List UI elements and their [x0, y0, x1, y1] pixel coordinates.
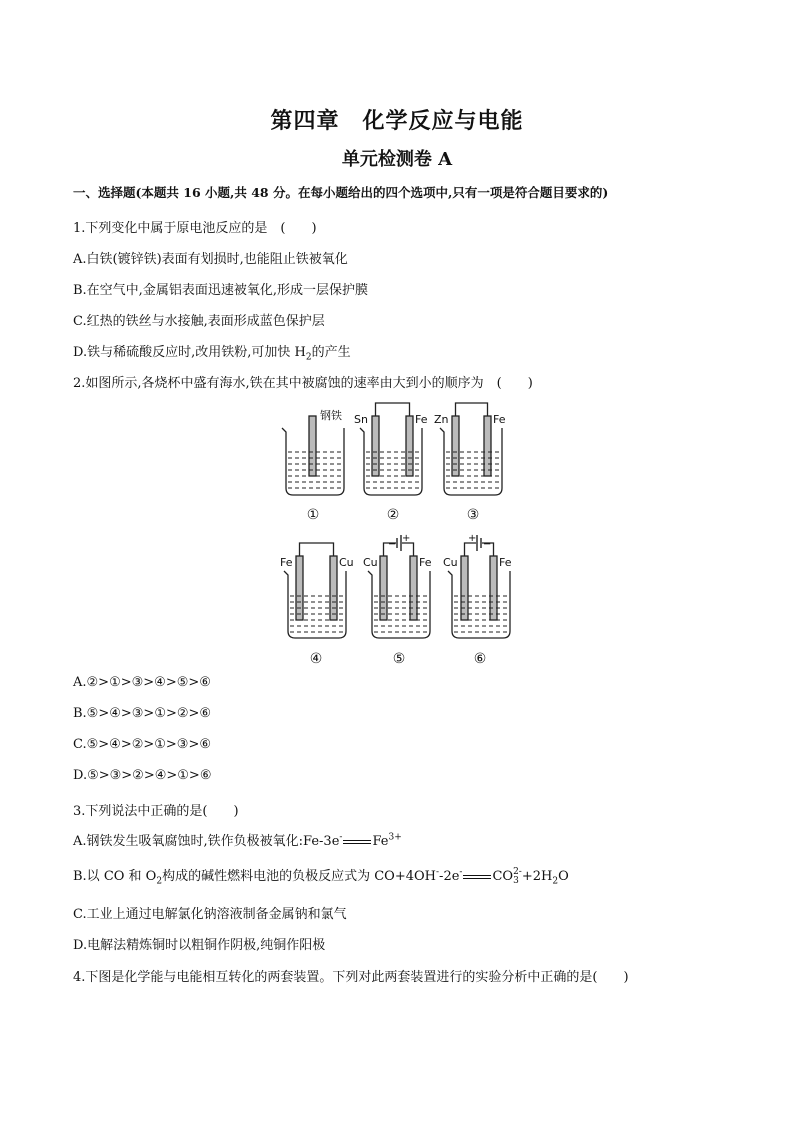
q1-stem: 1.下列变化中属于原电池反应的是 ( ): [73, 221, 317, 236]
label-fe-3: Fe: [493, 413, 506, 426]
label-plus-5: +: [402, 533, 411, 544]
test-subtitle: 单元检测卷 A: [341, 149, 453, 170]
beaker-4: [284, 543, 346, 638]
q3-option-a: A.钢铁发生吸氧腐蚀时,铁作负极被氧化:Fe-3e- $Fe^{3+}$: [73, 832, 402, 849]
beaker-5: [368, 535, 430, 638]
label-cu-4: Cu: [339, 556, 354, 569]
number-4: ④: [309, 651, 323, 667]
number-6: ⑥: [473, 651, 487, 667]
q3-option-c: C.工业上通过电解氯化钠溶液制备金属钠和氯气: [73, 907, 347, 922]
label-minus-6: −: [483, 539, 492, 550]
label-fe-4: Fe: [280, 556, 293, 569]
section-header: 一、选择题(本题共 16 小题,共 48 分。在每小题给出的四个选项中,只有一项是符合题目要求的): [73, 185, 609, 200]
q2-option-b: B.⑤>④>③>①>②>⑥: [73, 706, 212, 721]
label-fe-6: Fe: [499, 556, 512, 569]
q3-stem: 3.下列说法中正确的是( ): [73, 804, 239, 819]
label-minus-5: −: [388, 539, 397, 550]
q3-option-d: D.电解法精炼铜时以粗铜作阴极,纯铜作阳极: [73, 938, 326, 953]
q1-option-b: B.在空气中,金属铝表面迅速被氧化,形成一层保护膜: [73, 283, 368, 298]
number-5: ⑤: [392, 651, 406, 667]
label-zn: Zn: [434, 413, 449, 426]
chapter-title: 第四章 化学反应与电能: [270, 108, 524, 134]
label-cu-5: Cu: [363, 556, 378, 569]
q1-option-a: A.白铁(镀锌铁)表面有划损时,也能阻止铁被氧化: [73, 252, 348, 267]
label-fe-2: Fe: [415, 413, 428, 426]
beaker-1: [282, 416, 344, 495]
q2-option-a: A.②>①>③>④>⑤>⑥: [73, 675, 211, 690]
label-sn: Sn: [354, 413, 368, 426]
q4-stem: 4.下图是化学能与电能相互转化的两套装置。下列对此两套装置进行的实验分析中正确的是( ): [73, 970, 629, 985]
q3-option-b: B.以 CO 和 $O_2$构成的碱性燃料电池的负极反应式为 CO+4OH--2e- CO 2- 3 $+2H_2O$: [73, 866, 569, 887]
number-3: ③: [466, 507, 480, 523]
equals-arrow: [343, 838, 371, 846]
label-plus-6: +: [468, 533, 477, 544]
number-2: ②: [386, 507, 400, 523]
beaker-6: [448, 535, 510, 638]
q2-option-c: C.⑤>④>②>①>③>⑥: [73, 737, 212, 752]
label-steel: 钢铁: [320, 409, 342, 422]
label-cu-6: Cu: [443, 556, 458, 569]
beaker-figure: [268, 395, 538, 670]
q2-stem: 2.如图所示,各烧杯中盛有海水,铁在其中被腐蚀的速率由大到小的顺序为 ( ): [73, 376, 533, 391]
beaker-2: [360, 403, 422, 495]
label-fe-5: Fe: [419, 556, 432, 569]
equals-arrow: [463, 873, 491, 881]
q1-option-c: C.红热的铁丝与水接触,表面形成蓝色保护层: [73, 314, 325, 329]
q2-option-d: D.⑤>③>②>④>①>⑥: [73, 768, 212, 783]
q1-option-d: D.铁与稀硫酸反应时,改用铁粉,可加快 $H_2$的产生: [73, 345, 351, 363]
number-1: ①: [306, 507, 320, 523]
